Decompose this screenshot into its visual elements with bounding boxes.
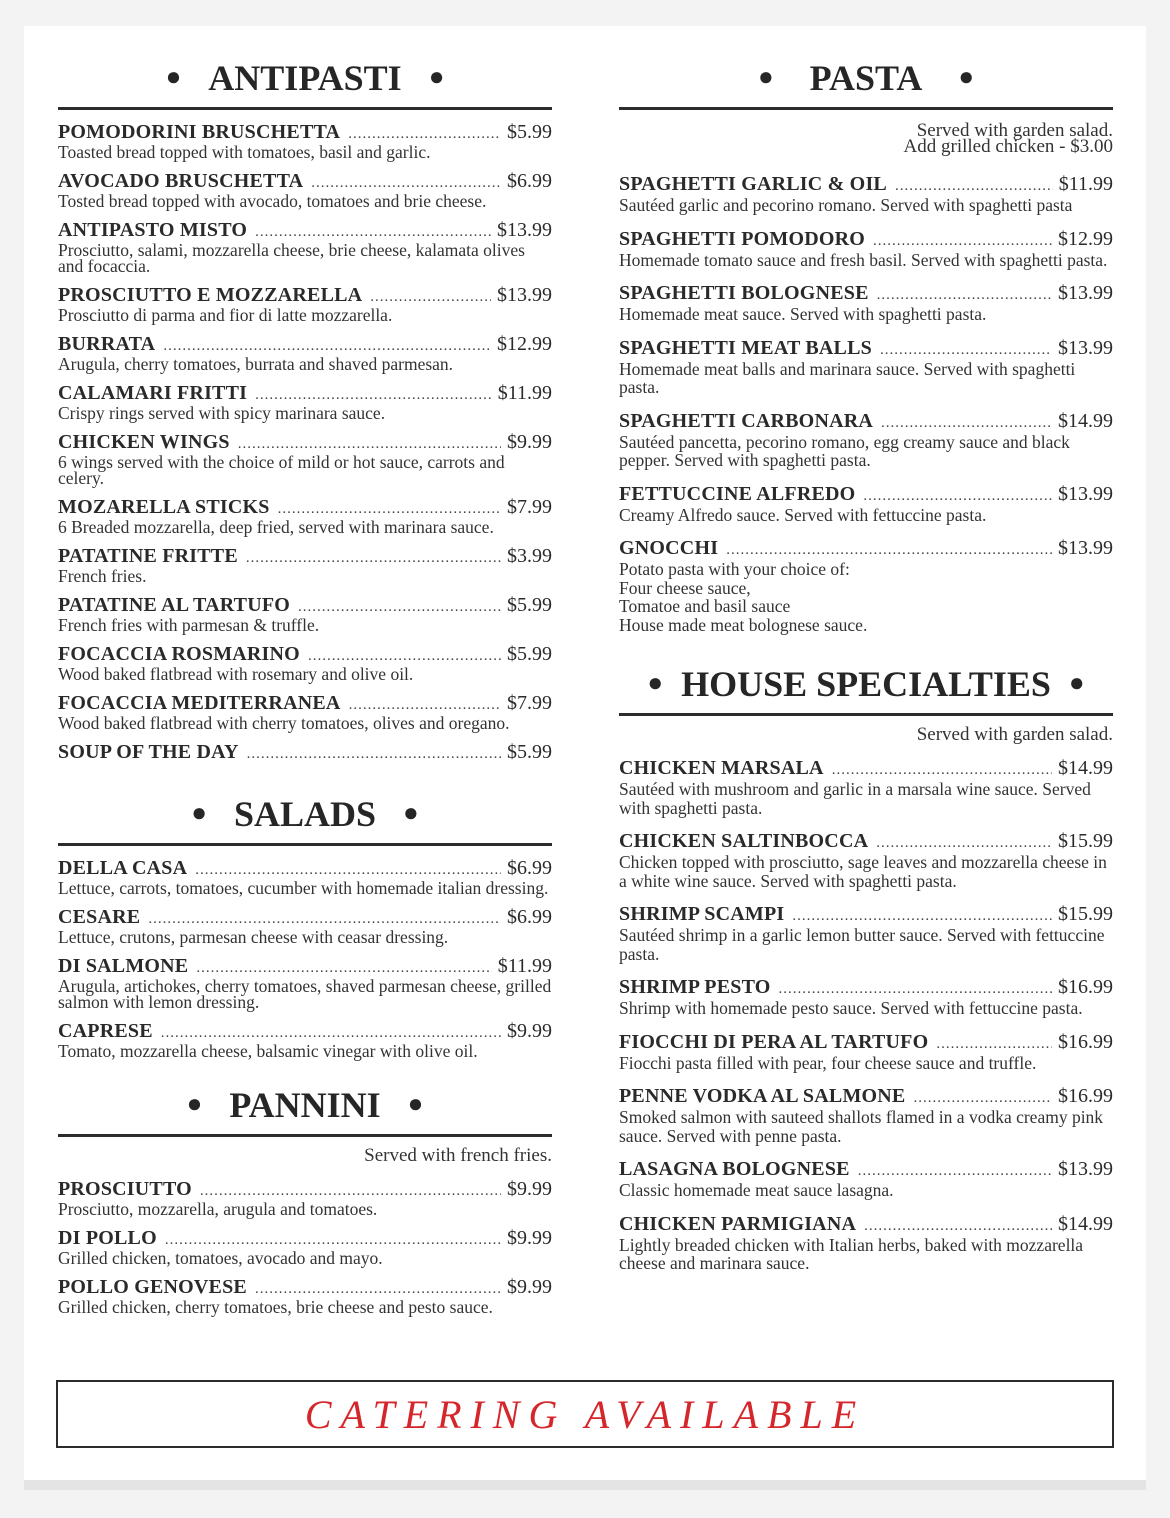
menu-item-line bbox=[58, 907, 552, 929]
menu-item-price: $7.99 bbox=[507, 692, 552, 714]
dot-leader bbox=[148, 909, 501, 929]
menu-item bbox=[619, 411, 1113, 470]
dot-leader bbox=[298, 597, 501, 617]
menu-item bbox=[619, 831, 1113, 890]
dot-leader bbox=[278, 499, 501, 519]
menu-item bbox=[58, 171, 552, 209]
dot-leader bbox=[255, 385, 492, 405]
dot-leader bbox=[792, 906, 1052, 926]
item-list-pannini bbox=[58, 1179, 552, 1315]
menu-item-option: Four cheese sauce, bbox=[619, 577, 751, 598]
dot-leader bbox=[873, 231, 1052, 251]
menu-item-line bbox=[58, 1277, 552, 1299]
menu-item-name: SOUP OF THE DAY bbox=[58, 741, 239, 763]
bullet-icon: ● bbox=[647, 668, 664, 697]
menu-item-name: CAPRESE bbox=[58, 1020, 153, 1042]
menu-item-description: Grilled chicken, cherry tomatoes, brie cheese and pesto sauce. bbox=[58, 1297, 493, 1317]
bullet-icon: ● bbox=[165, 62, 182, 91]
menu-item bbox=[58, 1228, 552, 1266]
menu-item-name: FETTUCCINE ALFREDO bbox=[619, 482, 856, 505]
catering-banner bbox=[56, 1380, 1114, 1448]
menu-item bbox=[619, 1086, 1113, 1145]
dot-leader bbox=[370, 287, 491, 307]
menu-item-line bbox=[58, 220, 552, 242]
menu-item-description: Fiocchi pasta filled with pear, four cheese sauce and truffle. bbox=[619, 1052, 1037, 1073]
menu-item-price: $5.99 bbox=[507, 741, 552, 763]
menu-item bbox=[58, 285, 552, 323]
section-note-house-specialties: Served with garden salad. bbox=[916, 724, 1113, 745]
menu-item-price: $12.99 bbox=[1058, 227, 1113, 250]
menu-item bbox=[58, 432, 552, 486]
menu-item bbox=[58, 907, 552, 945]
menu-item-line bbox=[619, 283, 1113, 305]
menu-item-description: Smoked salmon with sauteed shallots flamed in a vodka creamy pink sauce. Served with penne pasta. bbox=[619, 1107, 1104, 1146]
menu-item-line bbox=[619, 1214, 1113, 1236]
menu-item-name: CALAMARI FRITTI bbox=[58, 382, 248, 404]
menu-item-description: Sautéed with mushroom and garlic in a marsala wine sauce. Served with spaghetti pasta. bbox=[619, 779, 1091, 818]
section-rule bbox=[619, 713, 1113, 716]
menu-item bbox=[58, 334, 552, 372]
menu-column-right bbox=[619, 52, 1113, 1287]
bullet-icon: ● bbox=[407, 1089, 424, 1118]
dot-leader bbox=[895, 176, 1053, 196]
menu-item-line bbox=[58, 285, 552, 307]
menu-item-description: Prosciutto, salami, mozzarella cheese, brie cheese, kalamata olives and focaccia. bbox=[58, 240, 525, 276]
menu-item-price: $9.99 bbox=[507, 1020, 552, 1042]
section-note-pasta: Served with garden salad. bbox=[916, 120, 1113, 141]
dot-leader bbox=[196, 958, 491, 978]
dot-leader bbox=[880, 340, 1052, 360]
menu-item-line bbox=[619, 338, 1113, 360]
section-rule bbox=[619, 107, 1113, 110]
menu-item-description: Sautéed pancetta, pecorino romano, egg creamy sauce and black pepper. Served with spaghetti pasta. bbox=[619, 431, 1070, 470]
menu-item-name: SPAGHETTI GARLIC & OIL bbox=[619, 173, 887, 195]
menu-item-price: $13.99 bbox=[1058, 482, 1113, 505]
section-rule bbox=[58, 107, 552, 110]
dot-leader bbox=[308, 646, 501, 666]
menu-item-description: Lettuce, carrots, tomatoes, cucumber with homemade italian dressing. bbox=[58, 878, 549, 898]
item-list-antipasti bbox=[58, 122, 552, 764]
menu-item bbox=[58, 497, 552, 535]
menu-item-description: Arugula, artichokes, cherry tomatoes, shaved parmesan cheese, grilled salmon with lemon dressing. bbox=[58, 976, 552, 1012]
menu-item-name: PATATINE FRITTE bbox=[58, 545, 238, 567]
dot-leader bbox=[832, 760, 1052, 780]
menu-item-name: PENNE VODKA AL SALMONE bbox=[619, 1085, 906, 1107]
menu-item-name: POMODORINI BRUSCHETTA bbox=[58, 121, 341, 143]
dot-leader bbox=[936, 1034, 1052, 1054]
menu-item-description: French fries. bbox=[58, 566, 147, 586]
menu-item-line bbox=[619, 758, 1113, 780]
menu-item bbox=[58, 858, 552, 896]
bullet-icon: ● bbox=[403, 798, 419, 827]
dot-leader bbox=[876, 833, 1052, 853]
item-list-salads bbox=[58, 858, 552, 1059]
menu-item-name: AVOCADO BRUSCHETTA bbox=[58, 170, 304, 192]
menu-item bbox=[619, 484, 1113, 525]
menu-item-description: Creamy Alfredo sauce. Served with fettuccine pasta. bbox=[619, 504, 987, 525]
dot-leader bbox=[864, 1216, 1052, 1236]
menu-item-name: FIOCCHI DI PERA AL TARTUFO bbox=[619, 1030, 929, 1053]
menu-item-line bbox=[58, 171, 552, 193]
menu-item-name: ANTIPASTO MISTO bbox=[58, 219, 248, 241]
menu-item-line bbox=[619, 411, 1113, 433]
menu-item-line bbox=[619, 174, 1113, 196]
menu-item-description: Toasted bread topped with tomatoes, basil and garlic. bbox=[58, 142, 431, 162]
menu-item bbox=[58, 644, 552, 682]
menu-item-price: $7.99 bbox=[507, 496, 552, 518]
menu-item bbox=[619, 338, 1113, 397]
menu-item bbox=[619, 904, 1113, 963]
dot-leader bbox=[881, 413, 1052, 433]
catering-text: CATERING AVAILABLE bbox=[304, 1391, 866, 1437]
menu-item-description: Potato pasta with your choice of: bbox=[619, 559, 850, 579]
menu-item-description: Wood baked flatbread with cherry tomatoes, olives and oregano. bbox=[58, 713, 510, 733]
menu-item-description: Wood baked flatbread with rosemary and olive oil. bbox=[58, 664, 414, 684]
menu-item-name: DI SALMONE bbox=[58, 955, 189, 977]
section-title-salads: SALADS bbox=[233, 794, 377, 834]
menu-item-line bbox=[619, 1032, 1113, 1054]
dot-leader bbox=[246, 548, 501, 568]
menu-item-description: Homemade meat balls and marinara sauce. Served with spaghetti pasta. bbox=[619, 358, 1076, 397]
dot-leader bbox=[863, 486, 1052, 506]
menu-item-price: $13.99 bbox=[1058, 1158, 1113, 1180]
menu-item-price: $6.99 bbox=[507, 906, 552, 928]
menu-item-line bbox=[619, 538, 1113, 560]
section-header-antipasti bbox=[58, 52, 552, 110]
menu-item-name: FOCACCIA ROSMARINO bbox=[58, 643, 300, 665]
menu-item bbox=[58, 122, 552, 160]
menu-item bbox=[619, 758, 1113, 817]
menu-item-price: $16.99 bbox=[1058, 1085, 1113, 1107]
menu-item bbox=[58, 383, 552, 421]
menu-item-price: $14.99 bbox=[1058, 1212, 1113, 1235]
menu-item bbox=[58, 595, 552, 633]
menu-item-description: Sautéed garlic and pecorino romano. Served with spaghetti pasta bbox=[619, 195, 1073, 215]
menu-item-line bbox=[58, 432, 552, 454]
menu-item bbox=[619, 174, 1113, 215]
menu-item-description: Chicken topped with prosciutto, sage leaves and mozzarella cheese in a white wine sauce. Served with spaghetti pasta. bbox=[619, 852, 1107, 891]
menu-item-description: Sautéed shrimp in a garlic lemon butter sauce. Served with fettuccine pasta. bbox=[619, 925, 1105, 964]
menu-item-price: $13.99 bbox=[1058, 336, 1113, 359]
dot-leader bbox=[913, 1088, 1052, 1108]
menu-item-price: $15.99 bbox=[1058, 903, 1113, 925]
menu-item-option: Tomatoe and basil sauce bbox=[619, 596, 791, 616]
menu-item-line bbox=[58, 1228, 552, 1250]
menu-item-name: DELLA CASA bbox=[58, 857, 188, 879]
dot-leader bbox=[349, 695, 501, 715]
menu-item-description: Crispy rings served with spicy marinara sauce. bbox=[58, 403, 386, 423]
menu-item-price: $6.99 bbox=[507, 857, 552, 879]
menu-item-line bbox=[619, 484, 1113, 506]
menu-item-line bbox=[58, 595, 552, 617]
section-rule bbox=[58, 1134, 552, 1137]
menu-item-price: $14.99 bbox=[1058, 757, 1113, 779]
menu-item-name: DI POLLO bbox=[58, 1227, 157, 1249]
bullet-icon: ● bbox=[958, 62, 975, 91]
menu-item-description: Arugula, cherry tomatoes, burrata and shaved parmesan. bbox=[58, 354, 454, 374]
menu-item bbox=[58, 1179, 552, 1217]
section-header-pannini bbox=[58, 1079, 552, 1165]
bullet-icon: ● bbox=[186, 1089, 203, 1118]
menu-item-name: SPAGHETTI POMODORO bbox=[619, 227, 866, 250]
menu-column-left bbox=[58, 52, 552, 1326]
menu-item-line bbox=[58, 546, 552, 568]
dot-leader bbox=[877, 285, 1052, 305]
menu-item-line bbox=[58, 1021, 552, 1043]
menu-item-line bbox=[58, 956, 552, 978]
bullet-icon: ● bbox=[428, 62, 445, 91]
menu-item-name: SHRIMP PESTO bbox=[619, 976, 771, 998]
menu-item bbox=[58, 693, 552, 731]
menu-item-price: $6.99 bbox=[507, 170, 552, 192]
menu-item-price: $15.99 bbox=[1058, 830, 1113, 852]
menu-item-price: $5.99 bbox=[507, 121, 552, 143]
section-title-pasta: PASTA bbox=[809, 58, 923, 98]
dot-leader bbox=[779, 979, 1052, 999]
dot-leader bbox=[255, 1279, 501, 1299]
page-bottom-band bbox=[24, 1480, 1146, 1490]
section-title-pannini: PANNINI bbox=[229, 1085, 381, 1125]
menu-item-name: CHICKEN WINGS bbox=[58, 431, 230, 453]
menu-item-name: PATATINE AL TARTUFO bbox=[58, 594, 291, 616]
menu-item-line bbox=[58, 858, 552, 880]
menu-item-price: $16.99 bbox=[1058, 976, 1113, 998]
menu-item-description: 6 Breaded mozzarella, deep fried, served with marinara sauce. bbox=[58, 517, 494, 537]
menu-item-name: CHICKEN MARSALA bbox=[619, 757, 824, 779]
menu-item-description: 6 wings served with the choice of mild or hot sauce, carrots and celery. bbox=[58, 452, 505, 488]
section-header-salads bbox=[58, 788, 552, 846]
menu-item bbox=[58, 220, 552, 274]
dot-leader bbox=[348, 124, 501, 144]
menu-item-line bbox=[58, 1179, 552, 1201]
dot-leader bbox=[311, 173, 501, 193]
menu-item-line bbox=[58, 742, 552, 764]
menu-item-description: Prosciutto di parma and fior di latte mozzarella. bbox=[58, 305, 393, 325]
menu-item bbox=[619, 977, 1113, 1018]
menu-item-line bbox=[58, 383, 552, 405]
menu-item-name: CESARE bbox=[58, 906, 141, 928]
menu-item-line bbox=[58, 122, 552, 144]
menu-item-line bbox=[619, 1159, 1113, 1181]
menu-item-price: $11.99 bbox=[497, 382, 552, 404]
dot-leader bbox=[247, 744, 501, 764]
menu-item-line bbox=[58, 644, 552, 666]
menu-item-line bbox=[619, 831, 1113, 853]
menu-item-price: $9.99 bbox=[507, 1227, 552, 1249]
menu-item-price: $9.99 bbox=[507, 1276, 552, 1298]
dot-leader bbox=[163, 336, 491, 356]
menu-item bbox=[619, 1032, 1113, 1073]
menu-item-price: $13.99 bbox=[1058, 537, 1113, 559]
dot-leader bbox=[161, 1023, 501, 1043]
menu-item-description: French fries with parmesan & truffle. bbox=[58, 615, 320, 635]
dot-leader bbox=[858, 1161, 1052, 1181]
section-header-pasta bbox=[619, 52, 1113, 156]
menu-item-description: Tosted bread topped with avocado, tomatoes and brie cheese. bbox=[58, 191, 487, 211]
section-title-house-specialties: HOUSE SPECIALTIES bbox=[681, 664, 1051, 704]
menu-item-price: $13.99 bbox=[497, 284, 552, 306]
menu-item-name: SPAGHETTI BOLOGNESE bbox=[619, 282, 869, 304]
menu-item-line bbox=[58, 497, 552, 519]
menu-item-price: $5.99 bbox=[507, 643, 552, 665]
menu-item-price: $3.99 bbox=[507, 545, 552, 567]
menu-item-price: $12.99 bbox=[497, 333, 552, 355]
menu-item-price: $9.99 bbox=[507, 1178, 552, 1200]
menu-item bbox=[619, 1159, 1113, 1200]
menu-item-line bbox=[619, 904, 1113, 926]
menu-item-price: $11.99 bbox=[497, 955, 552, 977]
menu-item-price: $5.99 bbox=[507, 594, 552, 616]
menu-item-name: CHICKEN SALTINBOCCA bbox=[619, 830, 869, 852]
bullet-icon: ● bbox=[757, 62, 774, 91]
menu-item bbox=[619, 1214, 1113, 1273]
section-rule bbox=[58, 843, 552, 846]
section-note-pasta-chicken: Add grilled chicken - $3.00 bbox=[903, 136, 1113, 157]
dot-leader bbox=[255, 222, 491, 242]
menu-item-description: Prosciutto, mozzarella, arugula and tomatoes. bbox=[58, 1199, 378, 1219]
dot-leader bbox=[200, 1181, 501, 1201]
menu-item bbox=[619, 283, 1113, 324]
menu-item-name: PROSCIUTTO bbox=[58, 1178, 192, 1200]
dot-leader bbox=[195, 860, 501, 880]
menu-item-description: Grilled chicken, tomatoes, avocado and mayo. bbox=[58, 1248, 383, 1268]
menu-item-name: FOCACCIA MEDITERRANEA bbox=[58, 692, 341, 714]
menu-item bbox=[619, 229, 1113, 270]
menu-item-price: $9.99 bbox=[507, 431, 552, 453]
menu-item bbox=[58, 1021, 552, 1059]
menu-item-name: POLLO GENOVESE bbox=[58, 1276, 247, 1298]
menu-item-description: Homemade meat sauce. Served with spaghetti pasta. bbox=[619, 304, 987, 324]
menu-item-option: House made meat bolognese sauce. bbox=[619, 614, 868, 635]
menu-item bbox=[58, 1277, 552, 1315]
menu-item-name: GNOCCHI bbox=[619, 537, 719, 559]
menu-item-line bbox=[58, 693, 552, 715]
menu-item-line bbox=[619, 977, 1113, 999]
menu-item-line bbox=[58, 334, 552, 356]
dot-leader bbox=[238, 434, 501, 454]
menu-item-price: $13.99 bbox=[1058, 282, 1113, 304]
menu-item-name: MOZARELLA STICKS bbox=[58, 496, 270, 518]
menu-item-description: Tomato, mozzarella cheese, balsamic vinegar with olive oil. bbox=[58, 1041, 478, 1061]
section-note-pannini: Served with french fries. bbox=[364, 1145, 552, 1166]
item-list-house-specialties bbox=[619, 758, 1113, 1273]
menu-item-description: Shrimp with homemade pesto sauce. Served with fettuccine pasta. bbox=[619, 998, 1083, 1018]
menu-item-price: $14.99 bbox=[1058, 409, 1113, 432]
menu-item-name: LASAGNA BOLOGNESE bbox=[619, 1158, 850, 1180]
menu-item-name: SPAGHETTI MEAT BALLS bbox=[619, 336, 872, 359]
bullet-icon: ● bbox=[191, 798, 207, 827]
menu-item-line bbox=[619, 1086, 1113, 1108]
item-list-pasta bbox=[619, 174, 1113, 634]
menu-item bbox=[619, 538, 1113, 634]
menu-item-price: $11.99 bbox=[1058, 173, 1113, 195]
dot-leader bbox=[165, 1230, 501, 1250]
menu-item-name: SPAGHETTI CARBONARA bbox=[619, 409, 874, 432]
section-header-house-specialties bbox=[619, 658, 1113, 744]
menu-item-name: PROSCIUTTO E MOZZARELLA bbox=[58, 284, 363, 306]
dot-leader bbox=[726, 540, 1052, 560]
menu-item-description: Homemade tomato sauce and fresh basil. Served with spaghetti pasta. bbox=[619, 249, 1108, 270]
section-title-antipasti: ANTIPASTI bbox=[208, 58, 402, 98]
menu-item-description: Lightly breaded chicken with Italian herbs, baked with mozzarella cheese and marinara sauce. bbox=[619, 1234, 1084, 1273]
menu-item-name: BURRATA bbox=[58, 333, 156, 355]
menu-item-line bbox=[619, 229, 1113, 251]
menu-item-price: $16.99 bbox=[1058, 1030, 1113, 1053]
bullet-icon: ● bbox=[1068, 668, 1085, 697]
menu-item-name: CHICKEN PARMIGIANA bbox=[619, 1212, 857, 1235]
menu-item-description: Lettuce, crutons, parmesan cheese with ceasar dressing. bbox=[58, 927, 449, 947]
menu-item bbox=[58, 742, 552, 764]
menu-item bbox=[58, 956, 552, 1010]
menu-item bbox=[58, 546, 552, 584]
menu-item-price: $13.99 bbox=[497, 219, 552, 241]
menu-item-description: Classic homemade meat sauce lasagna. bbox=[619, 1180, 894, 1200]
menu-item-name: SHRIMP SCAMPI bbox=[619, 903, 785, 925]
